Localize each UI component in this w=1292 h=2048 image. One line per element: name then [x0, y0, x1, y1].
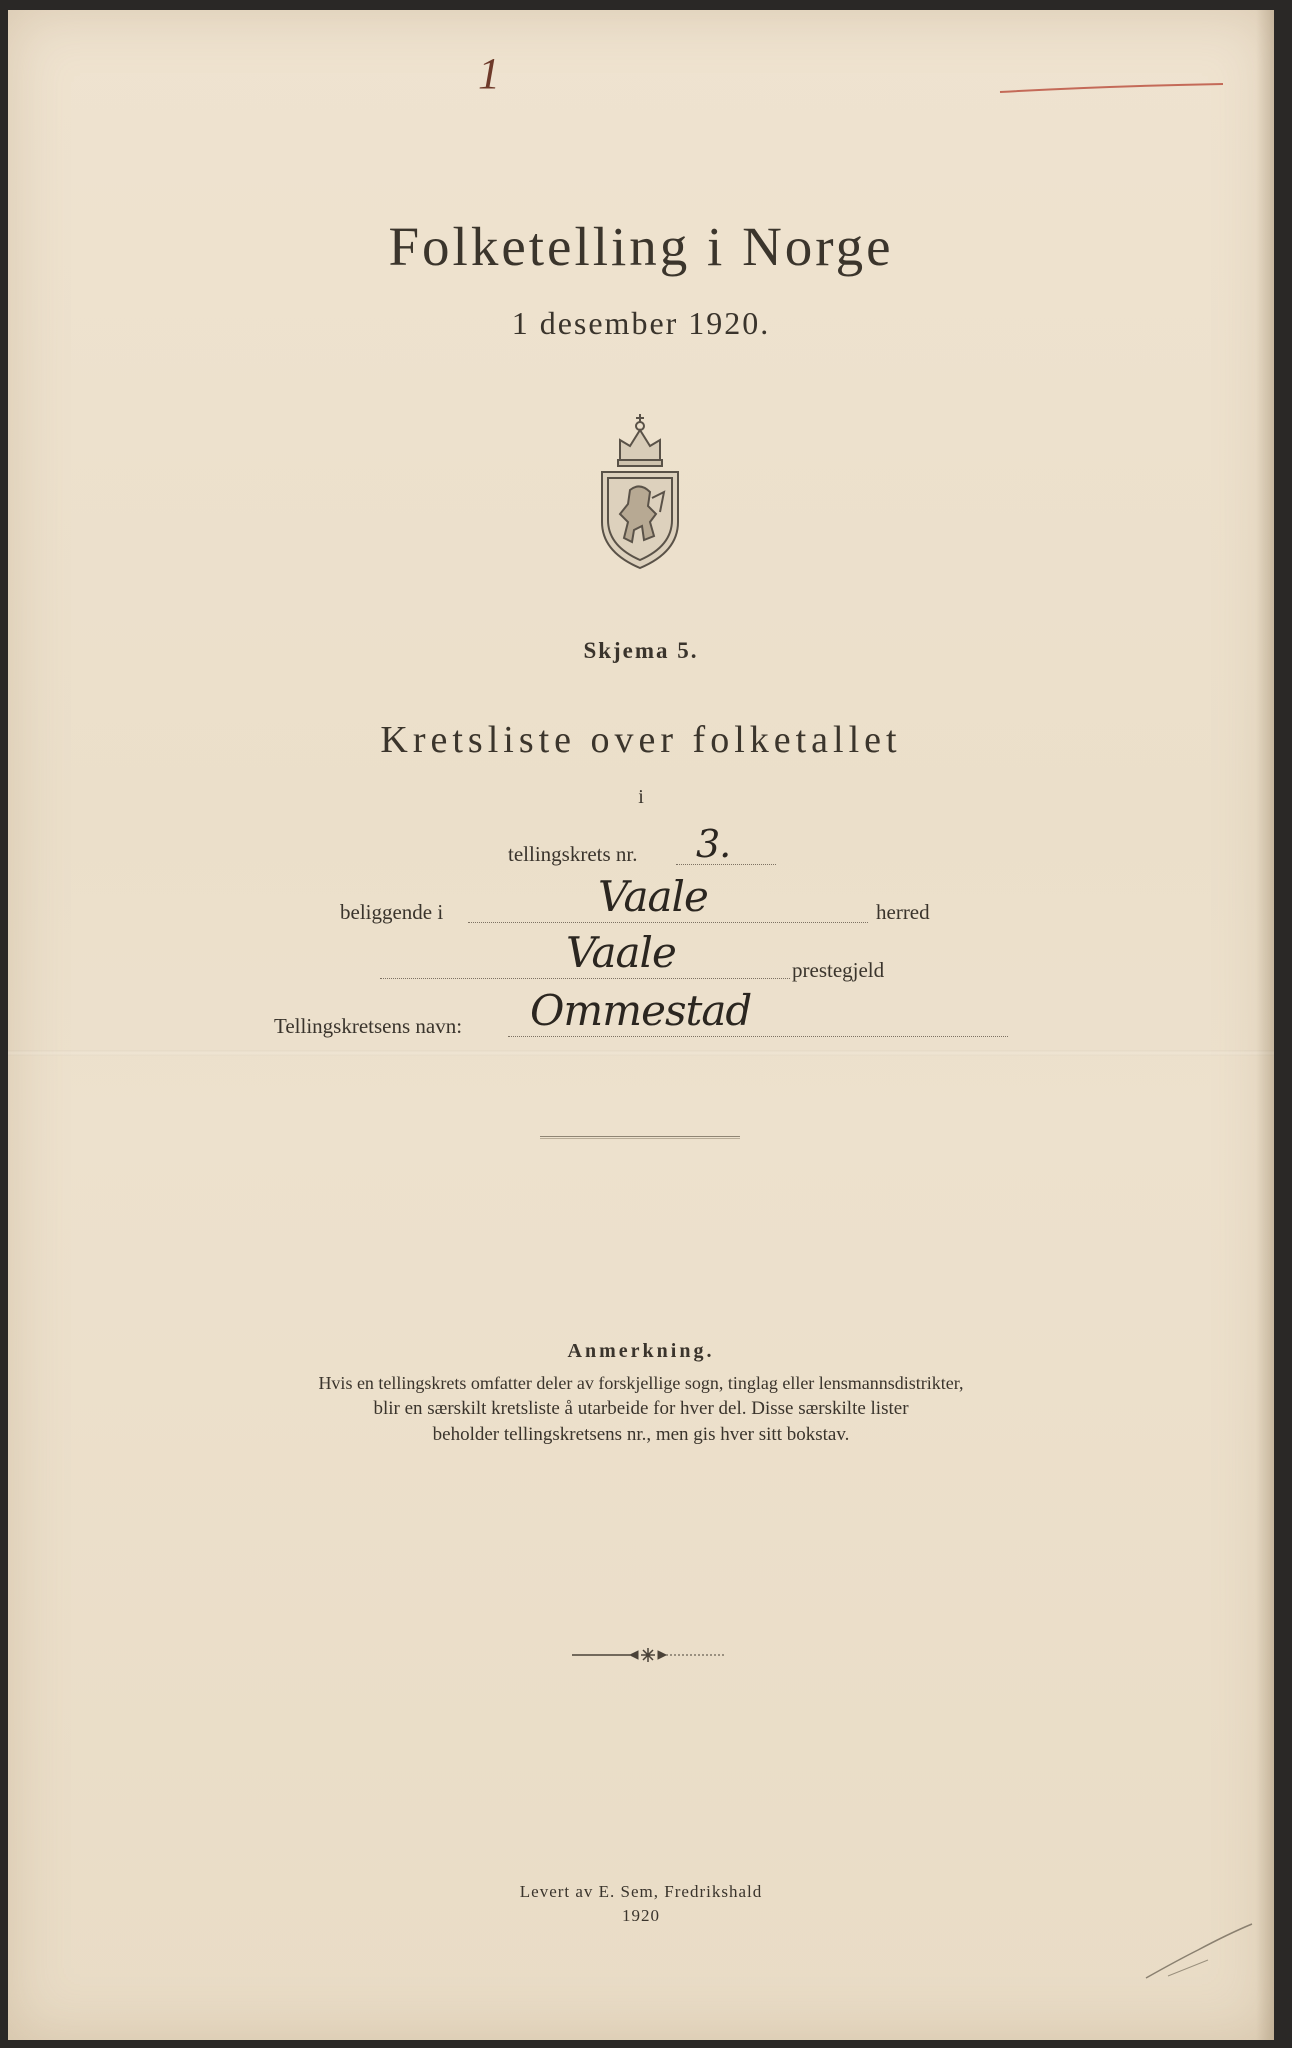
navn-dotted-line	[508, 1036, 1008, 1037]
pencil-scribble	[1138, 1920, 1258, 1990]
corner-pencil-mark: 1	[478, 49, 500, 98]
note-line-3: beholder tellingskretsens nr., men gis hver sitt bokstav.	[432, 1424, 850, 1445]
prestegjeld-label: prestegjeld	[792, 958, 885, 982]
krets-label: tellingskrets nr.	[508, 842, 638, 866]
connector-i: i	[638, 786, 644, 808]
note-title: Anmerkning.	[567, 1340, 715, 1362]
beliggende-label: beliggende i	[340, 900, 444, 924]
schema-number: Skjema 5.	[583, 638, 699, 663]
prestegjeld-dotted-line	[380, 978, 790, 979]
census-form-page	[8, 10, 1274, 2040]
red-pencil-stroke	[998, 80, 1228, 100]
navn-label: Tellingskretsens navn:	[274, 1014, 463, 1038]
norway-coat-of-arms-icon	[590, 402, 690, 572]
beliggende-dotted-line	[468, 922, 868, 923]
note-line-2: blir en særskilt kretsliste å utarbeide for hver del. Disse særskilte lister	[373, 1398, 909, 1419]
navn-handwritten: Ommestad	[530, 986, 752, 1035]
page-fold	[8, 1050, 1274, 1056]
printer-credit: Levert av E. Sem, Fredrikshald	[519, 1882, 763, 1901]
prestegjeld-handwritten: Vaale	[566, 928, 676, 977]
census-date: 1 desember 1920.	[511, 305, 771, 341]
form-heading: Kretsliste over folketallet	[380, 719, 902, 761]
ornament-divider-icon	[568, 1645, 728, 1665]
beliggende-handwritten: Vaale	[598, 872, 708, 921]
herred-label: herred	[876, 900, 930, 924]
page-title: Folketelling i Norge	[388, 216, 894, 277]
divider-rule	[540, 1136, 740, 1139]
printer-year: 1920	[622, 1906, 660, 1925]
krets-number-handwritten: 3.	[696, 822, 731, 866]
note-line-1: Hvis en tellingskrets omfatter deler av forskjellige sogn, tinglag eller lensmannsdistrikter,	[318, 1373, 964, 1393]
